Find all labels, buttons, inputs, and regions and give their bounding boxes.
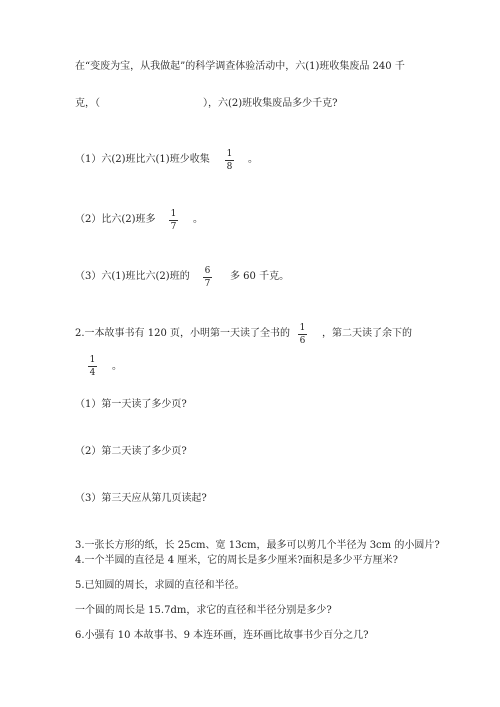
option-3-text: （3）六(1)班比六(2)班的 <box>75 271 190 282</box>
fraction-numerator: 1 <box>89 355 96 365</box>
intro-line2-start: 克，（ <box>75 98 100 109</box>
q2-text-b: ，第二天读了余下的 <box>322 328 412 339</box>
q2-sub-2: （2）第二天读了多少页? <box>75 446 187 457</box>
fraction-numerator: 1 <box>170 209 177 219</box>
option-1-text: （1）六(2)班比六(1)班少收集 <box>75 154 210 165</box>
fraction-bar <box>203 277 212 278</box>
option-3-fraction <box>203 266 212 289</box>
fraction-bar <box>225 160 234 161</box>
fraction-bar <box>88 366 97 367</box>
fraction-denominator: 7 <box>204 279 211 289</box>
q5-title: 5.已知圆的周长，求圆的直径和半径。 <box>75 580 245 591</box>
fraction-denominator: 4 <box>89 368 96 378</box>
q3-text: 3.一张长方形的纸，长 25cm、宽 13cm，最多可以剪几个半径为 3cm 的小圆片? <box>75 540 440 551</box>
answer-blank[interactable] <box>108 97 200 111</box>
fraction-numerator: 6 <box>204 266 211 276</box>
option-2-fraction <box>169 209 178 232</box>
q2-sub-3: （3）第三天应从第几页读起? <box>75 493 207 504</box>
option-1-tail: 。 <box>248 154 258 165</box>
q5-body: 一个圆的周长是 15.7dm，求它的直径和半径分别是多少? <box>75 605 332 616</box>
q2-text-a: 2.一本故事书有 120 页，小明第一天读了全书的 <box>75 328 290 339</box>
q2-fraction-2 <box>88 355 97 378</box>
option-2-text: （2）比六(2)班多 <box>75 214 156 225</box>
fraction-numerator: 1 <box>226 149 233 159</box>
q6-text: 6.小强有 10 本故事书、9 本连环画，连环画比故事书少百分之几? <box>75 630 369 641</box>
fraction-denominator: 6 <box>299 336 306 346</box>
q2-sub-1: （1）第一天读了多少页? <box>75 399 187 410</box>
fraction-bar <box>298 334 307 335</box>
fraction-numerator: 1 <box>299 323 306 333</box>
fraction-denominator: 7 <box>170 222 177 232</box>
option-1-fraction <box>225 149 234 172</box>
q2-fraction-1 <box>298 323 307 346</box>
option-2-tail: 。 <box>193 214 203 225</box>
q4-text: 4.一个半圆的直径是 4 厘米，它的周长是多少厘米?面积是多少平方厘米? <box>75 555 398 566</box>
fraction-denominator: 8 <box>226 162 233 172</box>
q2-text-c: 。 <box>112 361 122 372</box>
intro-line1: 在“变废为宝，从我做起”的科学调查体验活动中，六(1)班收集废品 240 千 <box>75 61 405 72</box>
fraction-bar <box>169 220 178 221</box>
option-3-tail: 多 60 千克。 <box>230 271 290 282</box>
intro-line2-end: ），六(2)班收集废品多少千克? <box>203 98 338 109</box>
